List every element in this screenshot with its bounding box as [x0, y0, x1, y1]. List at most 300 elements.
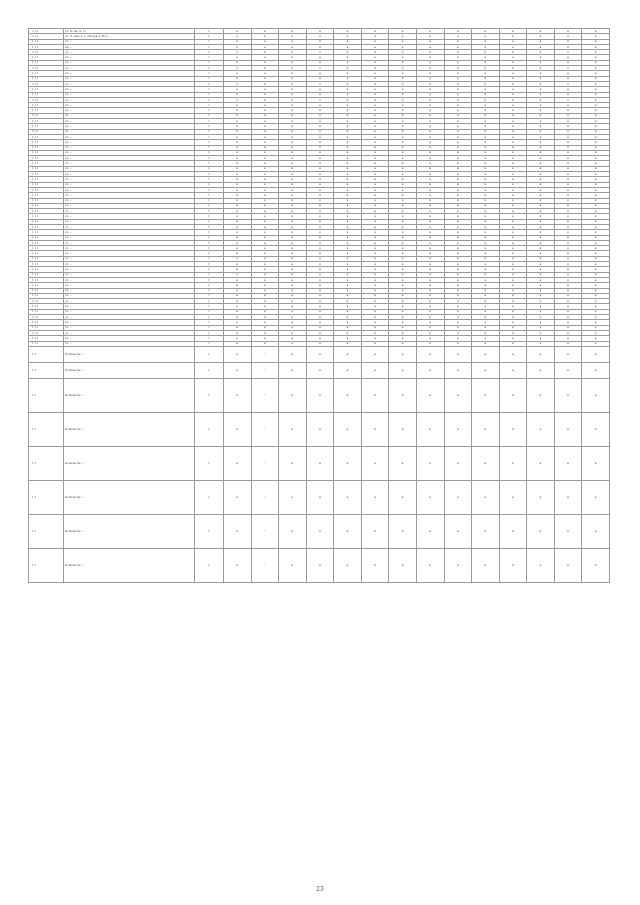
row-value: н [389, 219, 417, 224]
row-code: 1.1.1 [29, 161, 64, 166]
row-value: н [334, 362, 362, 378]
row-unit: 1 [195, 480, 224, 514]
row-value: н [582, 256, 610, 261]
row-value: н [527, 76, 555, 81]
row-value: н [361, 240, 389, 245]
row-value: н [389, 309, 417, 314]
row-code: 1.1.1 [29, 224, 64, 229]
row-unit: 1 [195, 124, 224, 129]
row-value: н [279, 71, 307, 76]
row-note: ... [251, 480, 279, 514]
row-unit: 1 [195, 304, 224, 309]
row-value: н [499, 341, 527, 346]
row-unit: 1 [195, 309, 224, 314]
row-value: н [334, 214, 362, 219]
row-value: н [444, 66, 472, 71]
row-value: н [334, 219, 362, 224]
row-value: н [306, 320, 334, 325]
row-value: н [251, 71, 279, 76]
row-value: н [582, 187, 610, 192]
row-value: н [499, 293, 527, 298]
row-value: н [444, 145, 472, 150]
row-unit: 1 [195, 341, 224, 346]
row-code: 1.1.1 [29, 166, 64, 171]
row-value: н [416, 219, 444, 224]
row-value: н [306, 277, 334, 282]
row-value: н [389, 480, 417, 514]
row-value: н [224, 309, 252, 314]
row-code: 1.1.1 [29, 97, 64, 102]
row-unit: 1 [195, 548, 224, 582]
row-value: н [554, 230, 582, 235]
row-value: н [554, 262, 582, 267]
row-value: н [472, 172, 500, 177]
row-value: н [251, 124, 279, 129]
row-value: н [279, 214, 307, 219]
row-name: ул. ... [64, 262, 195, 267]
row-value: н [499, 277, 527, 282]
row-value: н [554, 108, 582, 113]
row-value: н [224, 50, 252, 55]
row-value: н [251, 187, 279, 192]
row-value: н [554, 198, 582, 203]
row-name: ул. ... [64, 166, 195, 171]
row-name: ул. ... [64, 81, 195, 86]
row-code: 1.1.1 [29, 336, 64, 341]
row-name: ул. ... [64, 187, 195, 192]
row-value: н [499, 87, 527, 92]
row-value: н [224, 60, 252, 65]
row-value: н [499, 240, 527, 245]
row-value: н [527, 235, 555, 240]
row-value: н [334, 304, 362, 309]
row-value: н [389, 108, 417, 113]
row-value: н [251, 256, 279, 261]
row-value: н [582, 71, 610, 76]
row-name: ул. ... [64, 119, 195, 124]
row-name: ул. ... [64, 246, 195, 251]
row-value: н [472, 150, 500, 155]
row-value: н [279, 341, 307, 346]
row-value: н [444, 150, 472, 155]
row-value: н [251, 29, 279, 34]
row-value: н [389, 97, 417, 102]
row-value: н [389, 92, 417, 97]
row-value: н [527, 362, 555, 378]
row-value: н [582, 514, 610, 548]
row-code: 1.1.1 [29, 119, 64, 124]
row-value: н [499, 140, 527, 145]
row-value: н [389, 172, 417, 177]
row-value: н [361, 283, 389, 288]
row-value: н [334, 44, 362, 49]
row-unit: 1 [195, 336, 224, 341]
row-value: н [416, 113, 444, 118]
row-value: н [472, 129, 500, 134]
row-value: н [582, 150, 610, 155]
row-value: н [224, 330, 252, 335]
row-value: н [361, 50, 389, 55]
row-name: ул. ... [64, 50, 195, 55]
row-value: н [251, 177, 279, 182]
row-value: н [444, 177, 472, 182]
row-value: н [334, 119, 362, 124]
row-unit: 1 [195, 34, 224, 39]
row-value: н [416, 87, 444, 92]
row-value: н [582, 76, 610, 81]
row-value: н [527, 203, 555, 208]
row-value: н [334, 108, 362, 113]
row-value: н [444, 304, 472, 309]
row-value: н [472, 336, 500, 341]
row-code: 1.1.1 [29, 299, 64, 304]
row-value: н [472, 277, 500, 282]
row-value: н [389, 304, 417, 309]
row-value: н [279, 55, 307, 60]
row-value: н [527, 124, 555, 129]
row-value: н [554, 309, 582, 314]
row-value: н [334, 412, 362, 446]
row-name: ул. ... [64, 145, 195, 150]
row-value: н [472, 193, 500, 198]
row-value: н [472, 55, 500, 60]
row-value: н [472, 514, 500, 548]
row-value: н [279, 29, 307, 34]
row-value: н [582, 134, 610, 139]
row-value: н [279, 34, 307, 39]
row-value: н [224, 256, 252, 261]
row-value: н [279, 103, 307, 108]
row-value: н [416, 548, 444, 582]
row-value: н [251, 272, 279, 277]
row-value: н [279, 193, 307, 198]
row-value: н [306, 92, 334, 97]
row-value: н [444, 187, 472, 192]
row-value: н [334, 166, 362, 171]
row-value: н [554, 209, 582, 214]
row-value: н [279, 446, 307, 480]
row-value: н [554, 224, 582, 229]
row-unit: 1 [195, 362, 224, 378]
row-value: н [582, 103, 610, 108]
row-value: н [279, 378, 307, 412]
row-value: н [224, 156, 252, 161]
row-value: н [334, 235, 362, 240]
row-value: н [527, 198, 555, 203]
row-code: 1.7 [29, 514, 64, 548]
row-name: ул. ... [64, 129, 195, 134]
row-value: н [416, 193, 444, 198]
row-value: н [389, 514, 417, 548]
row-value: н [499, 193, 527, 198]
row-value: н [251, 330, 279, 335]
row-name: ул. ... [64, 140, 195, 145]
row-value: н [279, 39, 307, 44]
row-unit: 1 [195, 76, 224, 81]
row-unit: 1 [195, 150, 224, 155]
row-value: н [306, 60, 334, 65]
row-value: н [306, 140, 334, 145]
row-value: н [251, 341, 279, 346]
row-value: н [334, 346, 362, 362]
row-value: н [527, 299, 555, 304]
row-value: н [444, 108, 472, 113]
row-unit: 1 [195, 134, 224, 139]
row-value: н [251, 288, 279, 293]
row-code: 1.1.1 [29, 288, 64, 293]
row-value: н [361, 267, 389, 272]
row-name: ул. ... [64, 309, 195, 314]
row-value: н [416, 272, 444, 277]
row-value: н [554, 166, 582, 171]
row-value: н [499, 113, 527, 118]
row-name: ул. ... [64, 256, 195, 261]
row-value: н [444, 55, 472, 60]
row-value: н [334, 209, 362, 214]
row-value: н [416, 71, 444, 76]
row-value: н [251, 156, 279, 161]
row-value: н [306, 44, 334, 49]
row-value: н [472, 113, 500, 118]
row-name: ул. ... [64, 60, 195, 65]
row-value: н [582, 320, 610, 325]
row-value: н [499, 66, 527, 71]
row-value: н [334, 187, 362, 192]
row-value: н [472, 166, 500, 171]
row-value: н [224, 277, 252, 282]
row-value: н [334, 288, 362, 293]
row-name: ул. ... [64, 325, 195, 330]
row-value: н [224, 346, 252, 362]
row-value: н [361, 362, 389, 378]
row-code: 1.1.1 [29, 187, 64, 192]
row-code: 1.1.1 [29, 246, 64, 251]
row-name: ул. ... [64, 219, 195, 224]
row-value: н [224, 293, 252, 298]
row-value: н [554, 119, 582, 124]
row-value: н [361, 87, 389, 92]
row-value: н [444, 277, 472, 282]
row-value: н [306, 71, 334, 76]
row-value: н [444, 283, 472, 288]
table-row [29, 346, 610, 362]
row-value: н [389, 209, 417, 214]
row-code: 1.1.1 [29, 150, 64, 155]
row-value: н [416, 76, 444, 81]
row-value: н [334, 134, 362, 139]
row-value: н [306, 198, 334, 203]
row-value: н [389, 119, 417, 124]
row-value: н [389, 240, 417, 245]
row-value: н [389, 224, 417, 229]
row-unit: 1 [195, 256, 224, 261]
row-value: н [251, 166, 279, 171]
row-value: н [499, 283, 527, 288]
row-value: н [306, 172, 334, 177]
row-value: н [527, 71, 555, 76]
row-value: н [527, 134, 555, 139]
row-value: н [444, 29, 472, 34]
row-value: н [499, 71, 527, 76]
row-value: н [224, 87, 252, 92]
row-value: н [389, 76, 417, 81]
row-value: н [279, 50, 307, 55]
row-value: н [389, 262, 417, 267]
row-value: н [306, 304, 334, 309]
row-name: ул. ... [64, 156, 195, 161]
row-value: н [416, 166, 444, 171]
row-value: н [389, 346, 417, 362]
row-value: н [279, 140, 307, 145]
row-value: н [416, 256, 444, 261]
row-value: н [389, 325, 417, 330]
row-value: н [389, 34, 417, 39]
row-value: н [251, 251, 279, 256]
row-value: н [389, 315, 417, 320]
row-value: н [472, 39, 500, 44]
row-value: н [306, 103, 334, 108]
row-name: ул. ... [64, 341, 195, 346]
row-value: н [444, 412, 472, 446]
row-code: 1.7 [29, 346, 64, 362]
row-value: н [361, 150, 389, 155]
row-value: н [416, 34, 444, 39]
row-value: н [224, 262, 252, 267]
row-value: н [527, 103, 555, 108]
row-code: 1.1.1 [29, 235, 64, 240]
row-value: н [251, 262, 279, 267]
row-value: н [554, 346, 582, 362]
row-code: 1.1.1 [29, 76, 64, 81]
row-value: н [416, 214, 444, 219]
row-code: 1.1.1 [29, 156, 64, 161]
row-value: н [361, 145, 389, 150]
row-value: н [527, 87, 555, 92]
row-value: н [279, 514, 307, 548]
row-name: ул. ... [64, 124, 195, 129]
row-value: н [472, 315, 500, 320]
row-value: н [389, 161, 417, 166]
row-value: н [306, 97, 334, 102]
row-value: н [472, 246, 500, 251]
row-value: н [444, 113, 472, 118]
row-value: н [582, 346, 610, 362]
row-value: н [224, 103, 252, 108]
row-code: 1.1.1 [29, 172, 64, 177]
row-value: н [554, 548, 582, 582]
row-value: н [389, 44, 417, 49]
row-unit: 1 [195, 412, 224, 446]
row-value: н [251, 198, 279, 203]
row-value: н [334, 29, 362, 34]
row-value: н [527, 214, 555, 219]
row-code: 1.1.1 [29, 29, 64, 34]
row-value: н [279, 187, 307, 192]
row-value: н [499, 288, 527, 293]
row-value: н [224, 480, 252, 514]
row-value: н [279, 336, 307, 341]
row-value: н [472, 44, 500, 49]
row-value: н [389, 378, 417, 412]
table-row [29, 446, 610, 480]
row-value: н [499, 256, 527, 261]
row-value: н [499, 108, 527, 113]
row-value: н [279, 182, 307, 187]
row-value: н [361, 187, 389, 192]
row-value: н [554, 92, 582, 97]
row-value: н [306, 87, 334, 92]
row-value: н [224, 29, 252, 34]
row-value: н [361, 251, 389, 256]
row-value: н [582, 330, 610, 335]
row-value: н [444, 198, 472, 203]
row-value: н [416, 246, 444, 251]
row-code: 1.7 [29, 480, 64, 514]
row-value: н [306, 251, 334, 256]
row-value: н [416, 240, 444, 245]
row-value: н [279, 251, 307, 256]
row-code: 1.1.1 [29, 341, 64, 346]
row-value: н [416, 299, 444, 304]
row-value: н [416, 150, 444, 155]
row-value: н [416, 446, 444, 480]
row-unit: 1 [195, 224, 224, 229]
row-value: н [279, 412, 307, 446]
row-code: 1.1.1 [29, 39, 64, 44]
row-value: н [361, 113, 389, 118]
row-value: н [554, 81, 582, 86]
row-value: н [554, 50, 582, 55]
row-value: н [444, 103, 472, 108]
row-value: н [416, 346, 444, 362]
row-value: н [499, 156, 527, 161]
row-value: н [389, 103, 417, 108]
row-value: н [251, 134, 279, 139]
row-value: н [361, 346, 389, 362]
row-value: н [279, 134, 307, 139]
row-value: н [444, 293, 472, 298]
row-unit: 1 [195, 293, 224, 298]
row-value: н [334, 113, 362, 118]
row-value: н [554, 177, 582, 182]
row-value: н [582, 309, 610, 314]
row-value: н [582, 246, 610, 251]
row-name: пр. ... [64, 44, 195, 49]
row-value: н [472, 288, 500, 293]
row-value: н [582, 29, 610, 34]
row-value: н [361, 304, 389, 309]
row-value: н [416, 412, 444, 446]
row-value: н [251, 230, 279, 235]
row-value: н [224, 412, 252, 446]
row-value: н [334, 156, 362, 161]
row-value: н [527, 288, 555, 293]
row-unit: 1 [195, 119, 224, 124]
row-value: н [279, 267, 307, 272]
row-code: 1.7 [29, 378, 64, 412]
row-value: н [554, 341, 582, 346]
row-value: н [389, 272, 417, 277]
row-value: н [224, 150, 252, 155]
row-value: н [472, 293, 500, 298]
row-value: н [472, 548, 500, 582]
table-row [29, 548, 610, 582]
row-value: н [334, 60, 362, 65]
row-value: н [416, 315, 444, 320]
row-value: н [361, 66, 389, 71]
row-value: н [279, 209, 307, 214]
row-code: 1.7 [29, 548, 64, 582]
